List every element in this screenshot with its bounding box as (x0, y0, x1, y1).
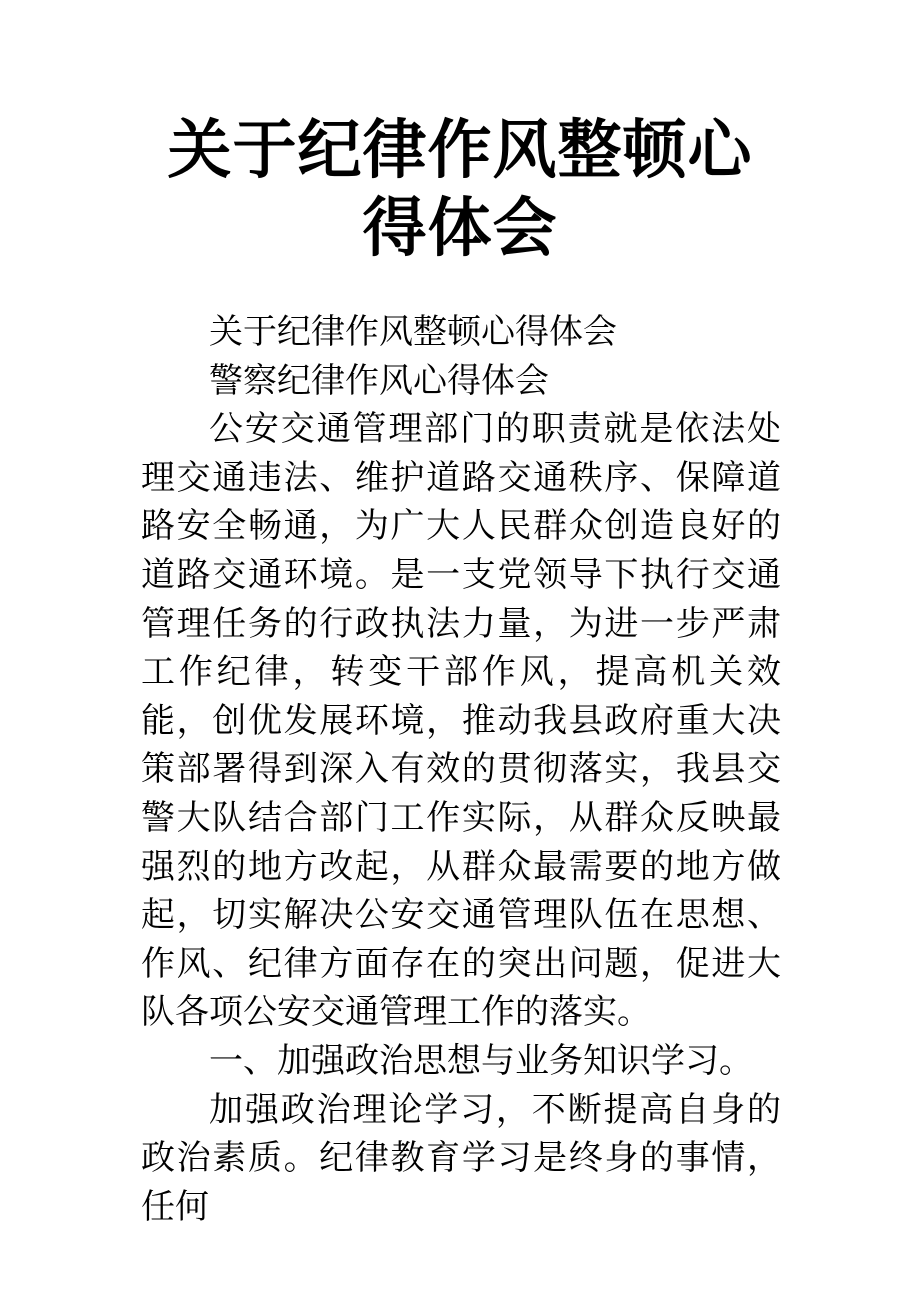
paragraph-subtitle: 关于纪律作风整顿心得体会 (209, 312, 617, 352)
paragraph-section-1: 加强政治理论学习，不断提高自身的政治素质。纪律教育学习是终身的事情，任何 (141, 1089, 781, 1227)
paragraph-intro: 公安交通管理部门的职责就是依法处理交通违法、维护道路交通秩序、保障道路安全畅通，为广大人民群众创造良好的道路交通环境。是一支党领导下执行交通管理任务的行政执法力量，为进一步严肃工作纪律，转变干部作风，提高机关效能，创优发展环境，推动我县政府重大决策部署得到深入有效的贯彻落实，我县交警大队结合部门工作实际，从群众反映最强烈的地方改起，从群众最需要的地方做起，切实解决公安交通管理队伍在思想、作风、纪律方面存在的突出问题，促进大队各项公安交通管理工作的落实。 (141, 409, 781, 1033)
document-body (141, 308, 781, 1231)
document-title: 关于纪律作风整顿心得体会 (167, 114, 753, 266)
section-heading: 一、加强政治思想与业务知识学习。 (209, 1040, 753, 1081)
paragraph-subheading: 警察纪律作风心得体会 (209, 360, 549, 401)
